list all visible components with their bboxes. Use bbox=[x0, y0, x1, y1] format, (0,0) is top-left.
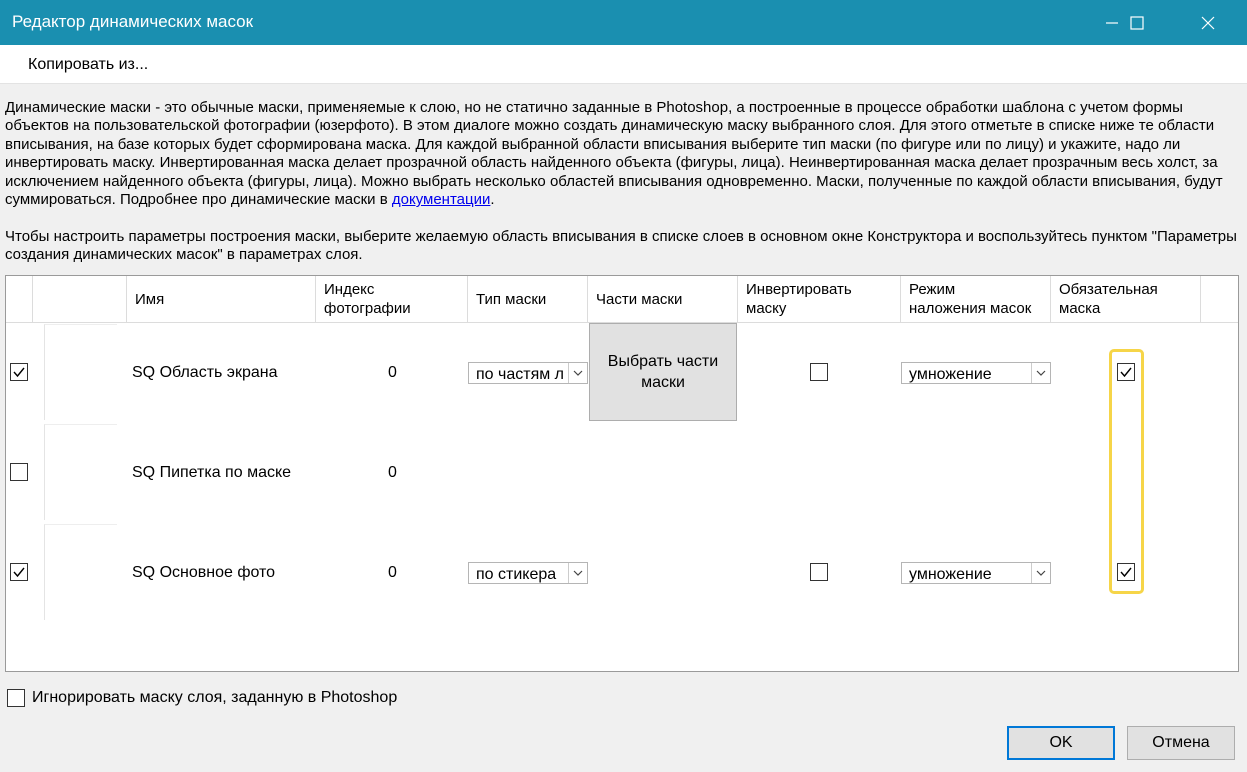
ignore-layer-mask-label[interactable]: Игнорировать маску слоя, заданную в Photoshop bbox=[32, 689, 398, 706]
mask-type-select[interactable]: по частям л bbox=[468, 362, 588, 384]
layer-thumbnail bbox=[44, 524, 117, 620]
blend-mode-select[interactable]: умножение bbox=[901, 362, 1051, 384]
header-required[interactable]: Обязательная маска bbox=[1051, 276, 1201, 322]
documentation-link[interactable]: документации bbox=[391, 191, 491, 209]
blend-mode-select[interactable]: умножение bbox=[901, 562, 1051, 584]
header-name[interactable]: Имя bbox=[127, 276, 316, 322]
description-suffix: . bbox=[490, 191, 495, 209]
chevron-down-icon bbox=[1031, 563, 1050, 583]
photo-index: 0 bbox=[388, 564, 397, 581]
header-photo-index[interactable]: Индекс фотографии bbox=[316, 276, 468, 322]
layer-name: SQ Область экрана bbox=[132, 364, 278, 381]
maximize-button[interactable] bbox=[1114, 0, 1160, 45]
chevron-down-icon bbox=[568, 563, 587, 583]
invert-mask-checkbox[interactable] bbox=[810, 363, 828, 381]
title-bar bbox=[0, 0, 1247, 45]
chevron-down-icon bbox=[568, 363, 587, 383]
layer-name: SQ Основное фото bbox=[132, 564, 276, 581]
chevron-down-icon bbox=[1031, 363, 1050, 383]
highlight-frame bbox=[1109, 349, 1144, 594]
layer-name: SQ Пипетка по маске bbox=[132, 464, 292, 481]
table-header bbox=[6, 276, 1239, 323]
header-invert[interactable]: Инвертировать маску bbox=[738, 276, 901, 322]
description-text bbox=[5, 99, 1241, 209]
layer-thumbnail bbox=[44, 424, 117, 520]
header-select bbox=[6, 276, 33, 322]
header-mask-type[interactable]: Тип маски bbox=[468, 276, 588, 322]
mask-type-select[interactable]: по стикера bbox=[468, 562, 588, 584]
checkmark-icon bbox=[12, 565, 26, 579]
row-select-checkbox[interactable] bbox=[10, 463, 28, 481]
photo-index: 0 bbox=[388, 364, 397, 381]
row-select-checkbox[interactable] bbox=[10, 363, 28, 381]
header-thumbnail bbox=[33, 276, 127, 322]
photo-index: 0 bbox=[388, 464, 397, 481]
invert-mask-checkbox[interactable] bbox=[810, 563, 828, 581]
close-icon bbox=[1201, 16, 1215, 30]
header-mask-parts[interactable]: Части маски bbox=[588, 276, 738, 322]
copy-from-menu[interactable]: Копировать из... bbox=[28, 56, 149, 73]
layer-thumbnail bbox=[44, 324, 117, 420]
select-mask-parts-button[interactable]: Выбрать части маски bbox=[589, 323, 737, 421]
ok-button[interactable]: OK bbox=[1007, 726, 1115, 760]
ignore-layer-mask-checkbox[interactable] bbox=[7, 689, 25, 707]
window-title: Редактор динамических масок bbox=[12, 12, 254, 31]
header-blend-mode[interactable]: Режим наложения масок bbox=[901, 276, 1051, 322]
checkmark-icon bbox=[12, 365, 26, 379]
row-select-checkbox[interactable] bbox=[10, 563, 28, 581]
menu-bar bbox=[0, 45, 1247, 84]
maximize-icon bbox=[1130, 16, 1144, 30]
description-main: Динамические маски - это обычные маски, применяемые к слою, но не статично заданные в Photoshop, а построенные в процессе обработки шаблона с учетом формы объектов на пользовательской фотографии (юзерфото). В этом диалоге можно создать динамическую маску выбранного слоя. Для этого отметьте в списке ниже те области вписывания, на базе которых будет сформирована маска. Для каждой выбранной области вписывания выберите тип маски (по фигуре или по лицу) и укажите, надо ли инвертировать маску. Инвертированная маска делает прозрачной область найденного объекта (фигуры, лица). Неинвертированная маска делает прозрачным весь холст, за исключением найденного объекта (фигуры, лица). Можно выбрать несколько областей вписывания одновременно. Маски, полученные по каждой области вписывания, будут суммироваться. Подробнее про динамические маски в bbox=[5, 99, 1223, 209]
mask-areas-table bbox=[5, 275, 1239, 672]
close-button[interactable] bbox=[1185, 0, 1231, 45]
settings-hint-text: Чтобы настроить параметры построения маски, выберите желаемую область вписывания в списке слоев в основном окне Конструктора и воспользуйтесь пунктом "Параметры создания динамических масок" в параметрах слоя. bbox=[5, 228, 1237, 264]
cancel-button[interactable]: Отмена bbox=[1127, 726, 1235, 760]
